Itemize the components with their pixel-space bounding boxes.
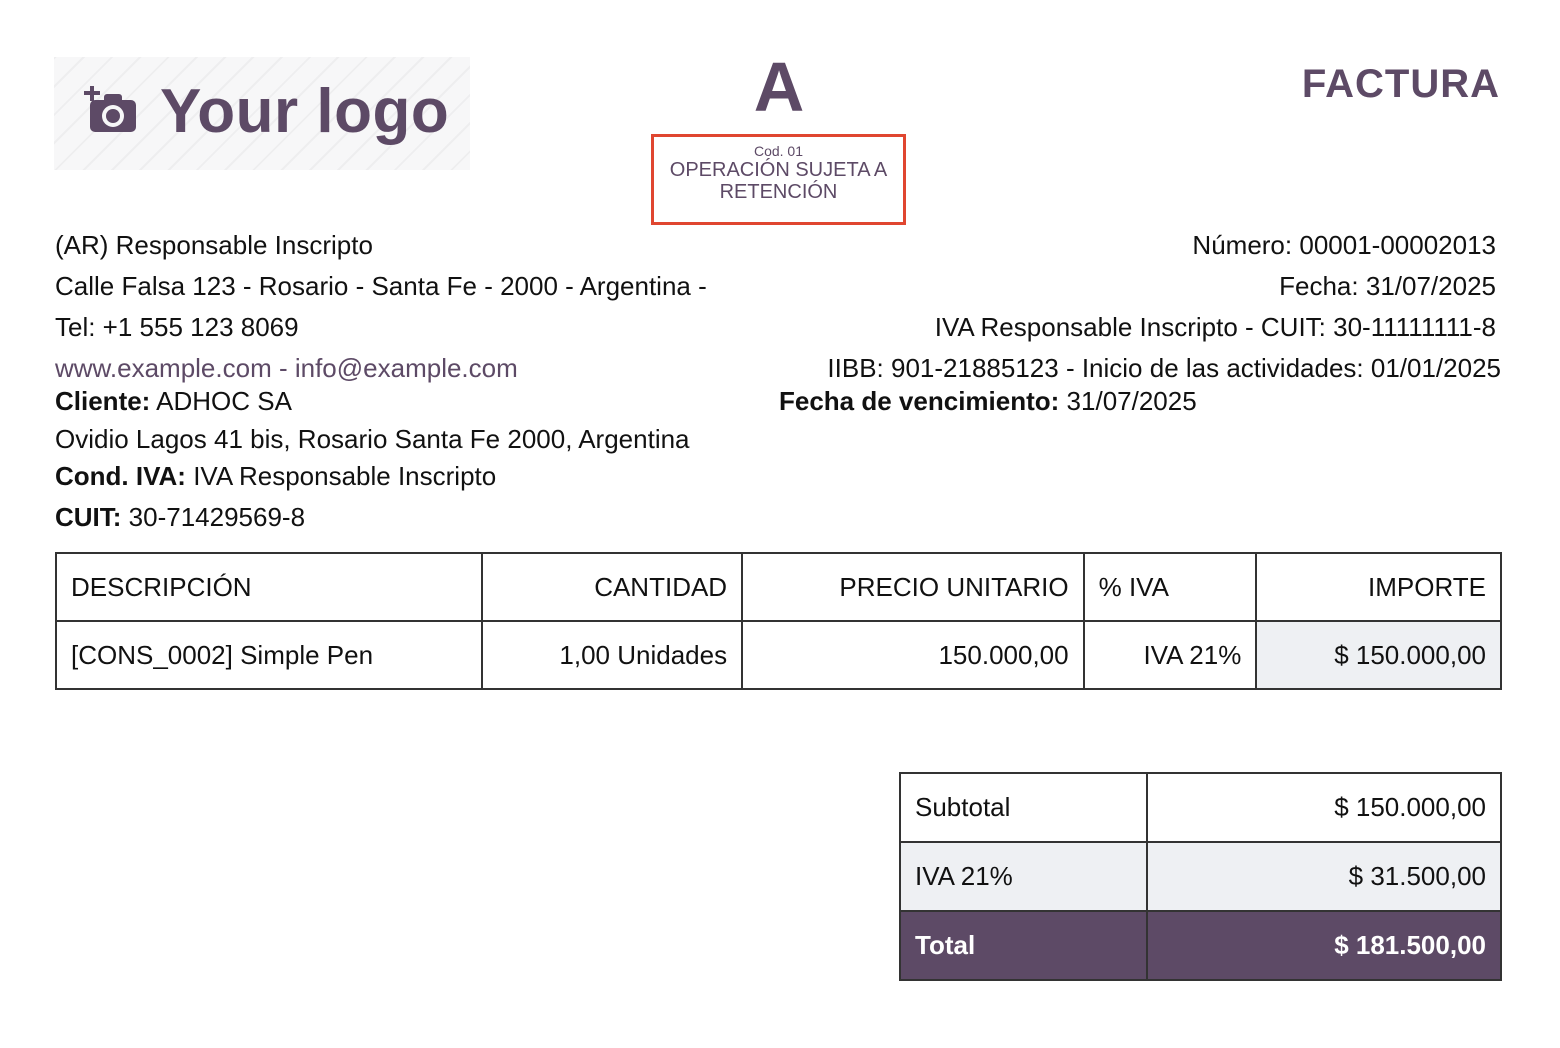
invoice-number-value: 00001-00002013: [1299, 230, 1496, 260]
client-iva-value: IVA Responsable Inscripto: [193, 461, 497, 491]
client-cuit-value: 30-71429569-8: [128, 502, 306, 532]
header-unit-price: PRECIO UNITARIO: [742, 553, 1084, 621]
invoice-date: [1279, 271, 1496, 301]
company-website-link[interactable]: www.example.com: [55, 353, 272, 383]
client-iva-line: [55, 461, 496, 491]
client-cuit-line: [55, 502, 305, 532]
table-header-row: [56, 553, 1501, 621]
cell-description: [CONS_0002] Simple Pen: [56, 621, 482, 689]
cell-tax: IVA 21%: [1084, 621, 1257, 689]
contact-separator: -: [271, 353, 295, 383]
subtotal-value: $ 150.000,00: [1147, 773, 1501, 842]
due-date-line: [779, 386, 1197, 416]
totals-table: [899, 772, 1502, 981]
invoice-code: Cod. 01: [753, 143, 804, 159]
invoice-date-value: 31/07/2025: [1365, 271, 1496, 301]
client-iva-label: Cond. IVA:: [55, 461, 186, 491]
company-email-link[interactable]: info@example.com: [294, 353, 518, 383]
client-address: Ovidio Lagos 41 bis, Rosario Santa Fe 2000, Argentina: [55, 424, 690, 454]
client-name: ADHOC SA: [156, 386, 292, 416]
client-cuit-label: CUIT:: [55, 502, 122, 532]
due-date-value: 31/07/2025: [1066, 386, 1197, 416]
total-label: Total: [900, 911, 1147, 980]
client-line: [55, 386, 292, 416]
logo-text: Your logo: [160, 77, 450, 146]
company-name: (AR) Responsable Inscripto: [55, 230, 373, 260]
due-date-label: Fecha de vencimiento:: [779, 386, 1060, 416]
header-tax: % IVA: [1084, 553, 1257, 621]
cell-amount: $ 150.000,00: [1256, 621, 1501, 689]
cell-unit-price: 150.000,00: [742, 621, 1084, 689]
invoice-lines-table: [55, 552, 1502, 690]
company-tax-line: IVA Responsable Inscripto - CUIT: 30-11111111-8: [934, 312, 1496, 342]
header-quantity: CANTIDAD: [482, 553, 742, 621]
company-contact: [55, 353, 518, 383]
subtotal-label: Subtotal: [900, 773, 1147, 842]
document-title: FACTURA: [1301, 62, 1500, 106]
invoice-code-label: OPERACIÓN SUJETA A RETENCIÓN: [669, 159, 888, 203]
table-row: [56, 621, 1501, 689]
cell-quantity: 1,00 Unidades: [482, 621, 742, 689]
total-value: $ 181.500,00: [1147, 911, 1501, 980]
tax-value: $ 31.500,00: [1147, 842, 1501, 911]
invoice-number-label: Número:: [1192, 230, 1293, 260]
client-label: Cliente:: [55, 386, 151, 416]
total-row: [900, 911, 1501, 980]
camera-plus-icon: [84, 86, 140, 136]
header-amount: IMPORTE: [1256, 553, 1501, 621]
company-address: Calle Falsa 123 - Rosario - Santa Fe - 2000 - Argentina -: [55, 271, 707, 301]
invoice-letter: A: [753, 48, 805, 126]
invoice-number: [1192, 230, 1496, 260]
company-phone: Tel: +1 555 123 8069: [55, 312, 299, 342]
tax-label: IVA 21%: [900, 842, 1147, 911]
subtotal-row: [900, 773, 1501, 842]
invoice-date-label: Fecha:: [1279, 271, 1359, 301]
invoice-code-box: [651, 134, 906, 225]
company-iibb-line: IIBB: 901-21885123 - Inicio de las actividades: 01/01/2025: [827, 353, 1501, 383]
header-description: DESCRIPCIÓN: [56, 553, 482, 621]
tax-row: [900, 842, 1501, 911]
